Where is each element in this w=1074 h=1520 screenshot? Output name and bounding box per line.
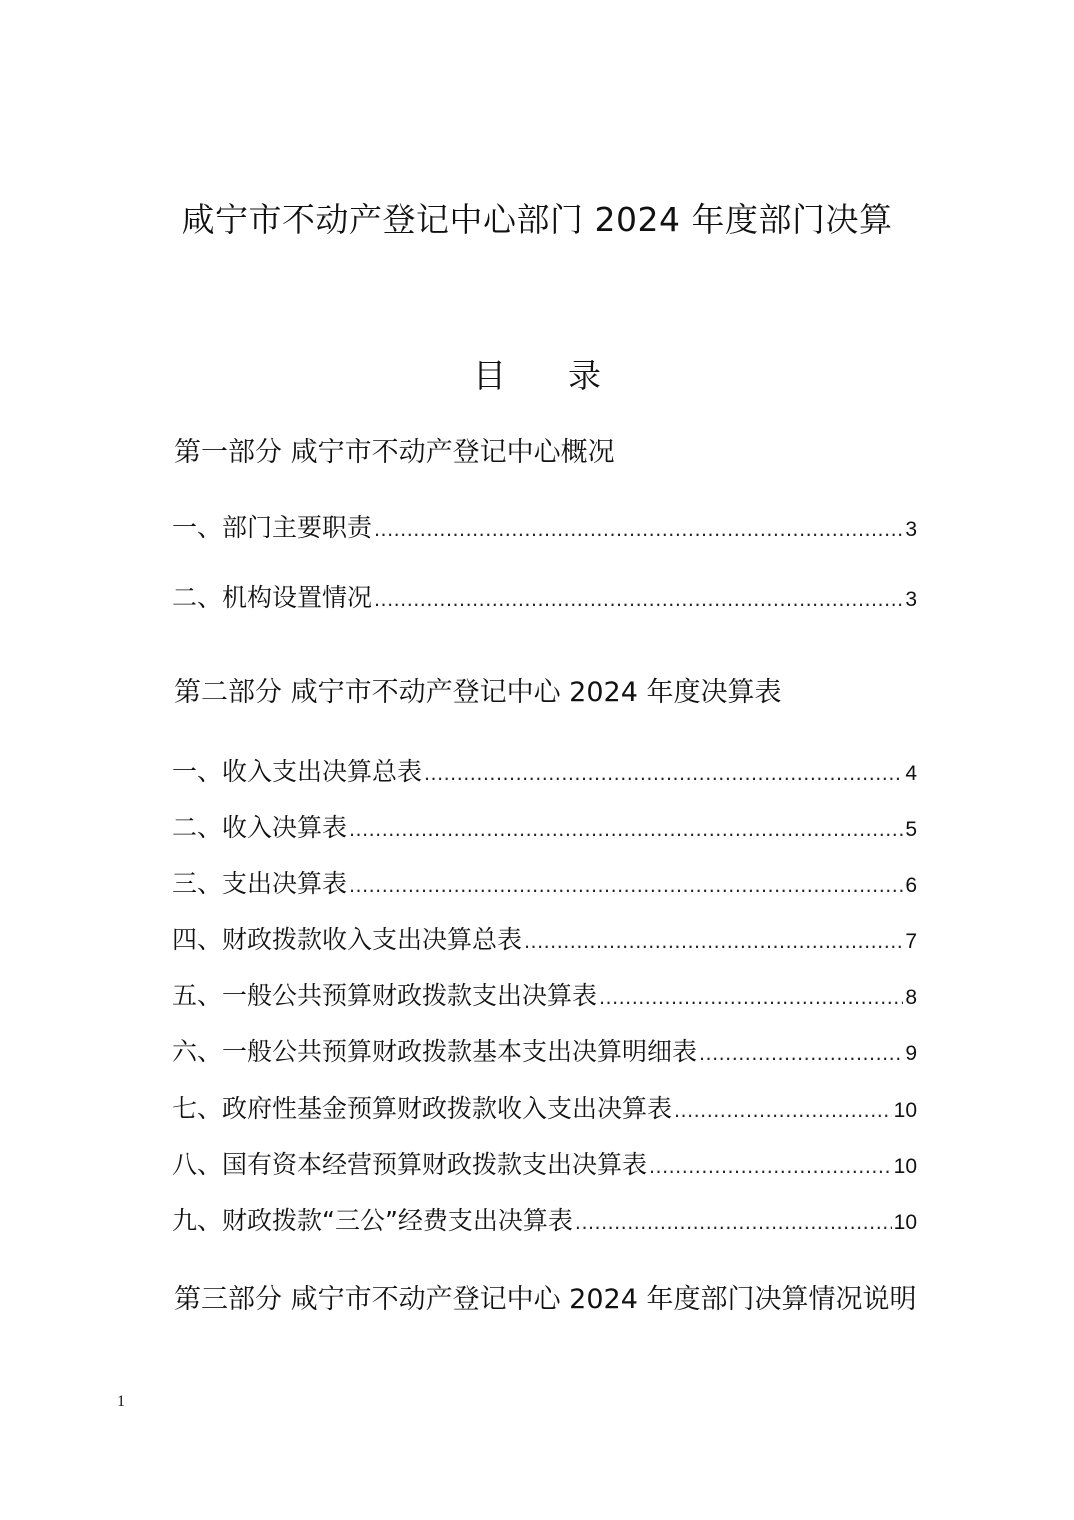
toc-leader-dots xyxy=(424,763,903,785)
toc-entry-page: 5 xyxy=(905,818,917,841)
toc-entry-page: 9 xyxy=(905,1042,917,1065)
toc-entry[interactable] xyxy=(172,808,917,844)
toc-entry[interactable] xyxy=(172,578,917,614)
toc-entry-page: 8 xyxy=(905,986,917,1009)
toc-entry-label: 八、国有资本经营预算财政拨款支出决算表 xyxy=(172,1150,648,1179)
toc-entry[interactable] xyxy=(172,752,917,788)
toc-leader-dots xyxy=(649,1156,892,1178)
toc-entry-page: 7 xyxy=(905,930,917,953)
toc-leader-dots xyxy=(524,931,903,953)
toc-leader-dots xyxy=(349,819,903,841)
toc-entry-label: 一、收入支出决算总表 xyxy=(172,757,423,786)
toc-entry-label: 七、政府性基金预算财政拨款收入支出决算表 xyxy=(172,1094,673,1123)
toc-leader-dots xyxy=(599,987,903,1009)
toc-leader-dots xyxy=(575,1212,892,1234)
toc-entry-label: 六、一般公共预算财政拨款基本支出决算明细表 xyxy=(172,1037,698,1066)
toc-entry[interactable] xyxy=(172,508,917,544)
toc-entry-label: 二、收入决算表 xyxy=(172,813,348,842)
toc-entry-label: 三、支出决算表 xyxy=(172,869,348,898)
toc-part-3-title: 第三部分 咸宁市不动产登记中心 2024 年度部门决算情况说明 xyxy=(174,1284,917,1315)
toc-heading xyxy=(0,350,1074,397)
toc-entry-page: 10 xyxy=(893,1155,917,1178)
toc-heading-char-1: 目 xyxy=(473,356,506,395)
toc-entry[interactable] xyxy=(172,1145,917,1181)
toc-entry[interactable] xyxy=(172,864,917,900)
toc-entry-page: 3 xyxy=(905,588,917,611)
toc-entry-label: 二、机构设置情况 xyxy=(172,583,373,612)
toc-leader-dots xyxy=(374,519,903,541)
toc-entry-label: 一、部门主要职责 xyxy=(172,513,373,542)
toc-entry[interactable] xyxy=(172,976,917,1012)
toc-entry-label: 九、财政拨款“三公”经费支出决算表 xyxy=(172,1206,573,1235)
toc-entry[interactable] xyxy=(172,1201,917,1237)
toc-entry-page: 3 xyxy=(905,518,917,541)
toc-entry[interactable] xyxy=(172,1089,917,1125)
document-title: 咸宁市不动产登记中心部门 2024 年度部门决算 xyxy=(181,200,893,239)
toc-leader-dots xyxy=(374,589,903,611)
toc-entry-page: 10 xyxy=(893,1211,917,1234)
toc-entry-label: 四、财政拨款收入支出决算总表 xyxy=(172,925,523,954)
toc-heading-char-2: 录 xyxy=(568,356,601,395)
toc-entry-page: 10 xyxy=(893,1099,917,1122)
toc-leader-dots xyxy=(699,1043,903,1065)
toc-entry-page: 4 xyxy=(905,762,917,785)
toc-leader-dots xyxy=(674,1100,892,1122)
toc-entry-page: 6 xyxy=(905,874,917,897)
toc-leader-dots xyxy=(349,875,903,897)
toc-part-2-title: 第二部分 咸宁市不动产登记中心 2024 年度决算表 xyxy=(174,677,782,708)
page-number: 1 xyxy=(117,1393,125,1410)
toc-entry[interactable] xyxy=(172,920,917,956)
toc-entry-label: 五、一般公共预算财政拨款支出决算表 xyxy=(172,981,598,1010)
toc-entry[interactable] xyxy=(172,1032,917,1068)
toc-part-1-title: 第一部分 咸宁市不动产登记中心概况 xyxy=(174,437,615,468)
